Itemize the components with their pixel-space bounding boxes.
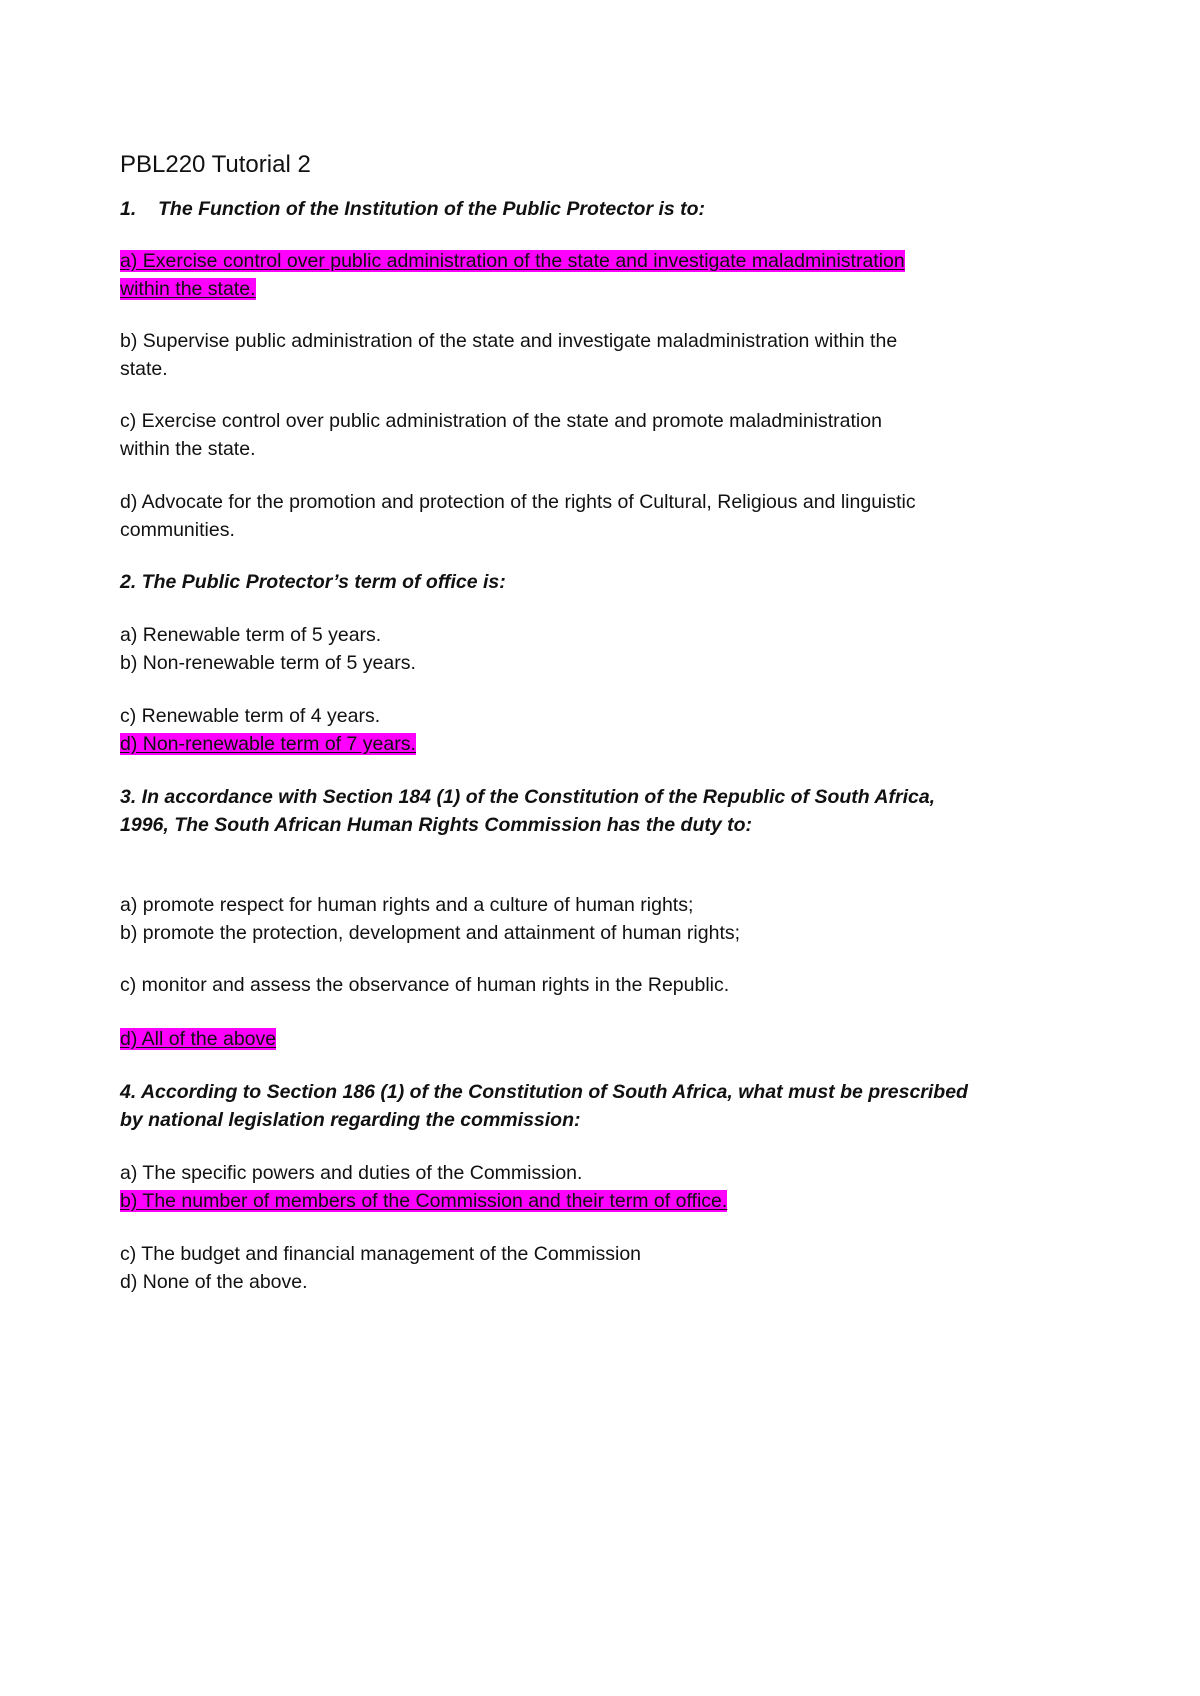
q1-option-c-line2: within the state.	[120, 438, 256, 460]
q4-option-b-highlight: b) The number of members of the Commission and their term of office.	[120, 1190, 728, 1212]
q1-option-a-line1	[120, 247, 905, 275]
question-3-line1: 3. In accordance with Section 184 (1) of the Constitution of the Republic of South Africa,	[120, 786, 936, 808]
q1-option-a-highlight-2: within the state.	[120, 278, 256, 300]
q4-option-b	[120, 1187, 727, 1215]
question-4-line1: 4. According to Section 186 (1) of the Constitution of South Africa, what must be prescribed	[120, 1081, 968, 1103]
q2-option-a: a) Renewable term of 5 years.	[120, 624, 382, 646]
question-1-number: 1.	[120, 198, 137, 220]
question-1-text: The Function of the Institution of the Public Protector is to:	[158, 198, 706, 220]
q1-option-d-line1: d) Advocate for the promotion and protection of the rights of Cultural, Religious and linguistic	[120, 491, 916, 513]
question-2: 2. The Public Protector’s term of office is:	[120, 571, 506, 593]
question-1	[120, 195, 705, 223]
q3-option-c: c) monitor and assess the observance of human rights in the Republic.	[120, 974, 730, 996]
q1-option-a-line2	[120, 275, 256, 303]
document-title: PBL220 Tutorial 2	[120, 151, 311, 178]
q4-option-a: a) The specific powers and duties of the Commission.	[120, 1162, 583, 1184]
q2-option-c: c) Renewable term of 4 years.	[120, 705, 381, 727]
q2-option-b: b) Non-renewable term of 5 years.	[120, 652, 416, 674]
q2-option-d	[120, 730, 416, 758]
q4-option-c: c) The budget and financial management of the Commission	[120, 1243, 642, 1265]
question-3-line2: 1996, The South African Human Rights Commission has the duty to:	[120, 814, 753, 836]
q1-option-b-line1: b) Supervise public administration of the state and investigate maladministration within the	[120, 330, 898, 352]
q1-option-a-highlight: a) Exercise control over public administration of the state and investigate maladministration	[120, 250, 905, 272]
q1-option-d-line2: communities.	[120, 519, 235, 541]
q3-option-a: a) promote respect for human rights and a culture of human rights;	[120, 894, 694, 916]
q3-option-d-highlight: d) All of the above	[120, 1028, 277, 1050]
q3-option-b: b) promote the protection, development and attainment of human rights;	[120, 922, 741, 944]
q3-option-d	[120, 1025, 276, 1053]
q2-option-d-highlight: d) Non-renewable term of 7 years.	[120, 733, 416, 755]
q1-option-b-line2: state.	[120, 358, 168, 380]
q1-option-c-line1: c) Exercise control over public administration of the state and promote maladministration	[120, 410, 882, 432]
question-4-line2: by national legislation regarding the commission:	[120, 1109, 581, 1131]
q4-option-d: d) None of the above.	[120, 1271, 308, 1293]
